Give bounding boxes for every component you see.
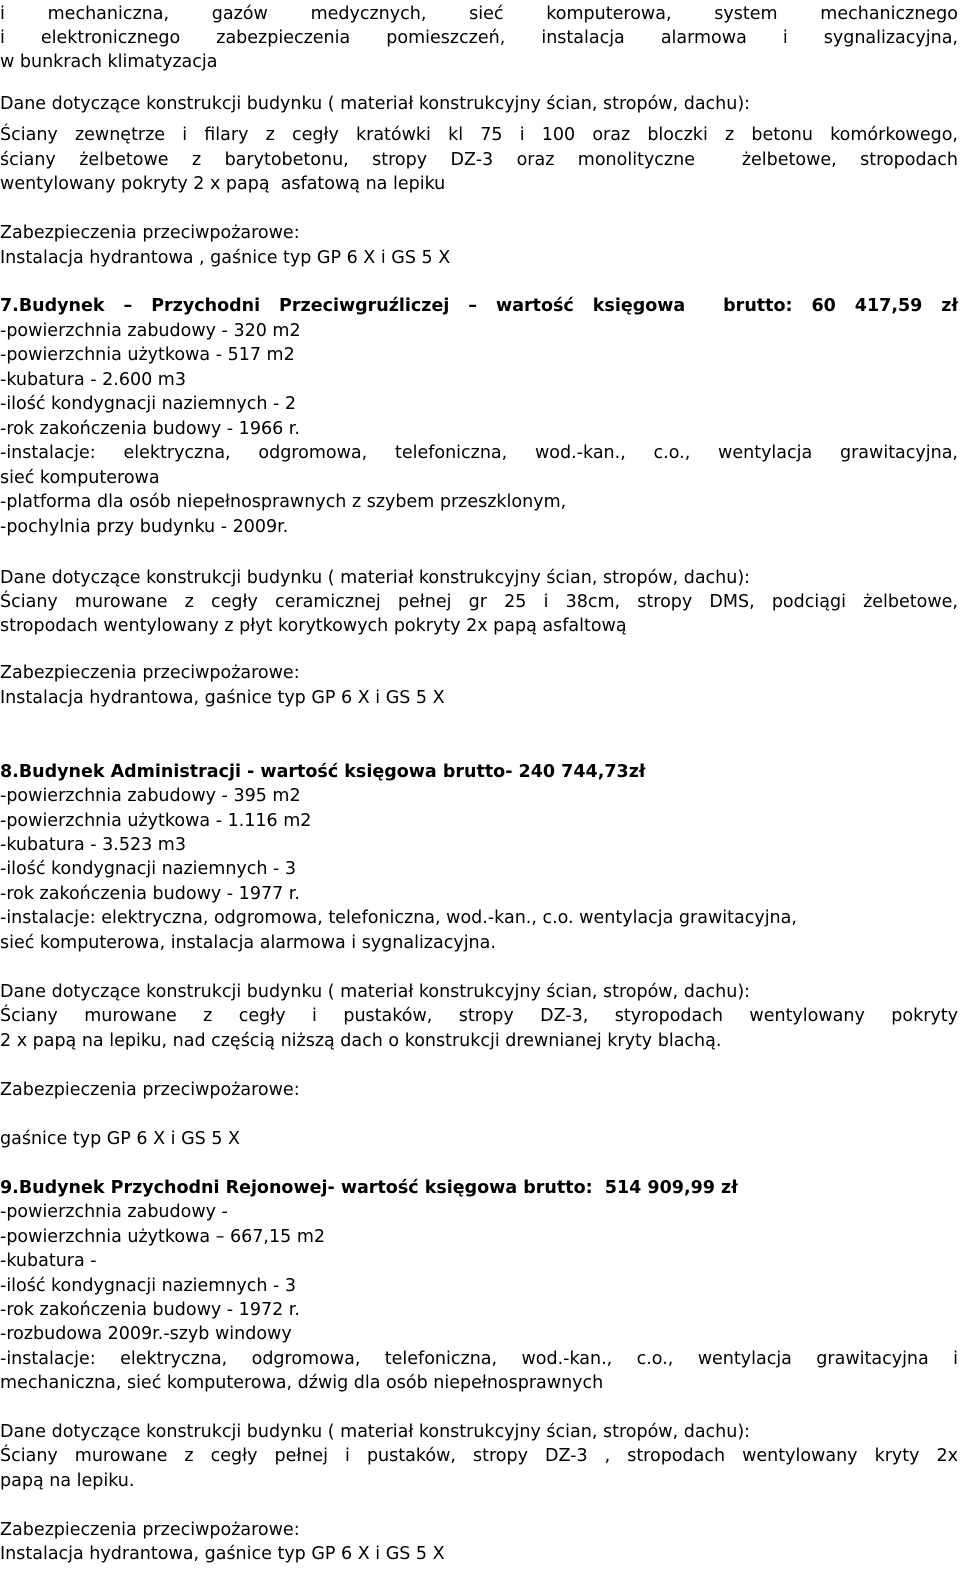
- text-line: -ilość kondygnacji naziemnych - 3: [0, 859, 297, 879]
- text-line: -ilość kondygnacji naziemnych - 2: [0, 394, 297, 414]
- text-line: -instalacje: elektryczna, odgromowa, telefoniczna, wod.-kan., c.o. wentylacja grawitacyjna,: [0, 908, 797, 928]
- text-line: w bunkrach klimatyzacja: [0, 52, 218, 72]
- text-line: -ilość kondygnacji naziemnych - 3: [0, 1276, 297, 1296]
- text-line: Zabezpieczenia przeciwpożarowe:: [0, 1080, 300, 1100]
- text-line: -rozbudowa 2009r.-szyb windowy: [0, 1324, 292, 1344]
- text-line: Zabezpieczenia przeciwpożarowe:: [0, 663, 300, 683]
- text-line: -platforma dla osób niepełnosprawnych z szybem przeszklonym,: [0, 492, 567, 512]
- text-line: Instalacja hydrantowa, gaśnice typ GP 6 X i GS 5 X: [0, 688, 445, 708]
- text-line: -kubatura - 3.523 m3: [0, 835, 186, 855]
- text-line: wentylowany pokryty 2 x papą asfatową na lepiku: [0, 174, 446, 194]
- text-line: Dane dotyczące konstrukcji budynku ( materiał konstrukcyjny ścian, stropów, dachu):: [0, 1422, 751, 1442]
- text-line: Dane dotyczące konstrukcji budynku ( materiał konstrukcyjny ścian, stropów, dachu):: [0, 568, 751, 588]
- text-line: Dane dotyczące konstrukcji budynku ( materiał konstrukcyjny ścian, stropów, dachu):: [0, 94, 751, 114]
- text-line: -kubatura - 2.600 m3: [0, 370, 186, 390]
- text-line: Ściany murowane z cegły pełnej i pustaków, stropy DZ-3 , stropodach wentylowany kryty 2x: [0, 1446, 958, 1466]
- text-line: Zabezpieczenia przeciwpożarowe:: [0, 223, 300, 243]
- text-line: gaśnice typ GP 6 X i GS 5 X: [0, 1129, 241, 1149]
- text-line: Instalacja hydrantowa, gaśnice typ GP 6 X i GS 5 X: [0, 1544, 445, 1564]
- text-line: i mechaniczna, gazów medycznych, sieć komputerowa, system mechanicznego: [0, 4, 958, 24]
- text-line: stropodach wentylowany z płyt korytkowych pokryty 2x papą asfaltową: [0, 616, 627, 636]
- text-line: i elektronicznego zabezpieczenia pomieszczeń, instalacja alarmowa i sygnalizacyjna,: [0, 28, 958, 48]
- text-line: ściany żelbetowe z barytobetonu, stropy DZ-3 oraz monolityczne żelbetowe, stropodach: [0, 150, 958, 170]
- text-line: -powierzchnia użytkowa - 517 m2: [0, 345, 295, 365]
- text-line: sieć komputerowa: [0, 468, 160, 488]
- section-heading: 9.Budynek Przychodni Rejonowej- wartość księgowa brutto: 514 909,99 zł: [0, 1178, 738, 1198]
- text-line: -kubatura -: [0, 1251, 97, 1271]
- text-line: -powierzchnia zabudowy - 320 m2: [0, 321, 301, 341]
- text-line: Ściany murowane z cegły ceramicznej pełnej gr 25 i 38cm, stropy DMS, podciągi żelbetowe,: [0, 592, 958, 612]
- text-line: Ściany murowane z cegły i pustaków, stropy DZ-3, styropodach wentylowany pokryty: [0, 1006, 958, 1026]
- text-line: Instalacja hydrantowa , gaśnice typ GP 6 X i GS 5 X: [0, 248, 451, 268]
- text-line: -rok zakończenia budowy - 1966 r.: [0, 419, 300, 439]
- text-line: -powierzchnia użytkowa - 1.116 m2: [0, 811, 312, 831]
- text-line: -powierzchnia zabudowy -: [0, 1202, 228, 1222]
- text-line: 2 x papą na lepiku, nad częścią niższą dach o konstrukcji drewnianej kryty blachą.: [0, 1031, 722, 1051]
- section-heading: 7.Budynek – Przychodni Przeciwgruźliczej – wartość księgowa brutto: 60 417,59 zł: [0, 296, 958, 316]
- text-line: -powierzchnia zabudowy - 395 m2: [0, 786, 301, 806]
- text-line: -instalacje: elektryczna, odgromowa, telefoniczna, wod.-kan., c.o., wentylacja grawitacyjna i: [0, 1349, 958, 1369]
- text-line: sieć komputerowa, instalacja alarmowa i sygnalizacyjna.: [0, 933, 496, 953]
- text-line: mechaniczna, sieć komputerowa, dźwig dla osób niepełnosprawnych: [0, 1373, 604, 1393]
- text-line: -instalacje: elektryczna, odgromowa, telefoniczna, wod.-kan., c.o., wentylacja grawitacyjna,: [0, 443, 958, 463]
- text-line: -powierzchnia użytkowa – 667,15 m2: [0, 1227, 326, 1247]
- section-heading: 8.Budynek Administracji - wartość księgowa brutto- 240 744,73zł: [0, 762, 646, 782]
- text-line: Zabezpieczenia przeciwpożarowe:: [0, 1520, 300, 1540]
- text-line: papą na lepiku.: [0, 1471, 135, 1491]
- text-line: -rok zakończenia budowy - 1977 r.: [0, 884, 300, 904]
- text-line: -rok zakończenia budowy - 1972 r.: [0, 1300, 300, 1320]
- text-line: Ściany zewnętrze i filary z cegły kratówki kl 75 i 100 oraz bloczki z betonu komórkowego,: [0, 125, 958, 145]
- text-line: Dane dotyczące konstrukcji budynku ( materiał konstrukcyjny ścian, stropów, dachu):: [0, 982, 751, 1002]
- text-line: -pochylnia przy budynku - 2009r.: [0, 517, 289, 537]
